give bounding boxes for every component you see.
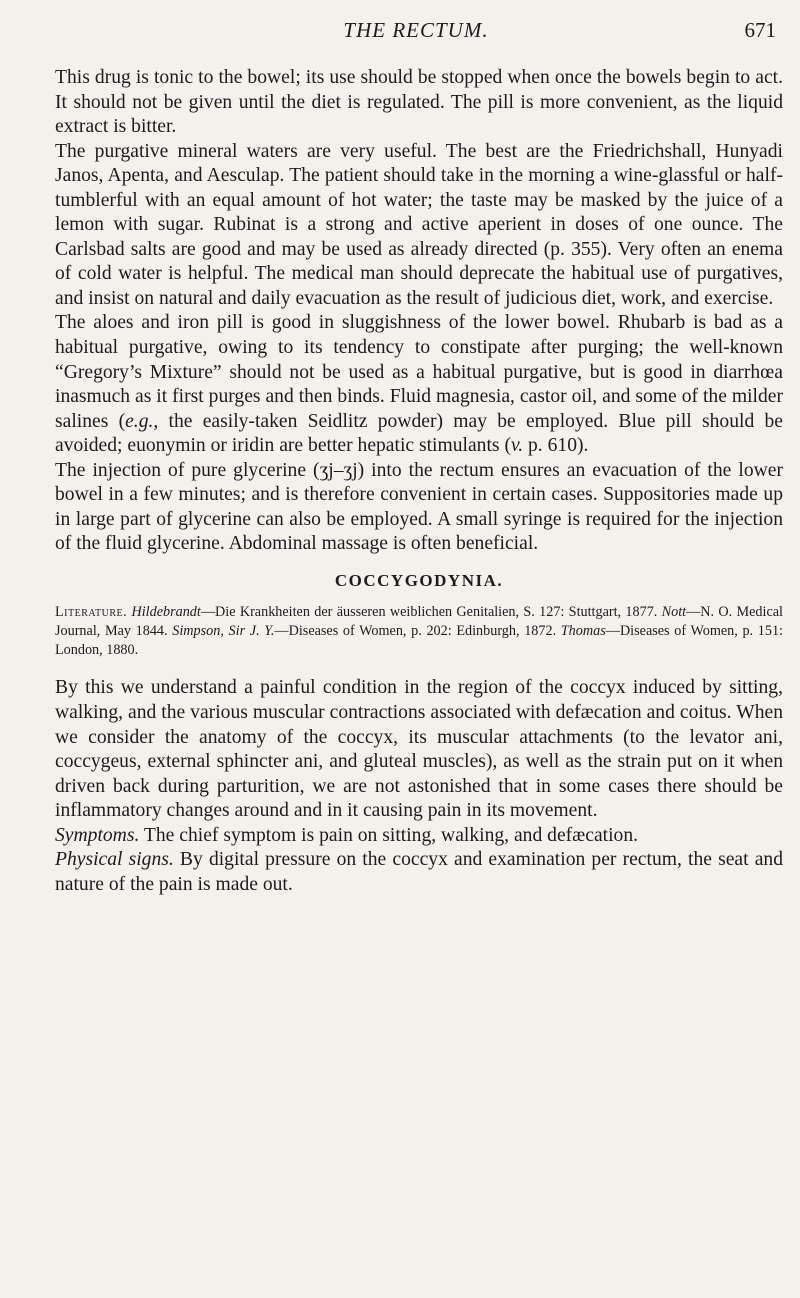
running-head bbox=[56, 14, 776, 48]
section-heading: COCCYGODYNIA. bbox=[334, 570, 504, 590]
author-nott: Nott bbox=[661, 604, 687, 621]
running-title: THE RECTUM. bbox=[343, 18, 489, 42]
symptoms-text: The chief symptom is pain on sitting, walking, and defæcation. bbox=[139, 824, 639, 846]
literature-label: Literature. bbox=[55, 604, 128, 621]
page-number: 671 bbox=[744, 18, 776, 42]
italic-vide: v. bbox=[510, 435, 524, 457]
author-hildebrandt: Hildebrandt bbox=[131, 604, 201, 621]
reference-text: —Die Krankheiten der äusseren weiblichen Genitalien, S. 127: Stuttgart, 1877. bbox=[200, 604, 662, 621]
paragraph-aloes-iron-pill bbox=[55, 311, 783, 458]
literature-references bbox=[55, 603, 783, 660]
text-run: p. 610). bbox=[523, 435, 589, 457]
paragraph-coccygodynia-intro: By this we understand a painful condition in the region of the coccyx induced by sitting, walking, and the various muscular contractions associated with defæcation and coitus. When we consider the anatomy of the coccyx, its muscular attachments (to the levator ani, coccygeus, external sphincter ani, and gluteal muscles), as well as the strain put on it when driven back during parturition, we are not astonished that in some cases there should be inflammatory changes around and in it causing pain in its movement. bbox=[55, 677, 783, 822]
symptoms-label: Symptoms. bbox=[55, 824, 140, 846]
author-thomas: Thomas bbox=[560, 623, 606, 640]
reference-text: —Diseases of Women, p. 151: London, 1880. bbox=[55, 623, 783, 659]
reference-text: —Diseases of Women, p. 202: Edinburgh, 1872. bbox=[274, 623, 561, 640]
author-simpson: Simpson, Sir J. Y. bbox=[172, 623, 275, 640]
reference-text: —N. O. Medical Journal, May 1844. bbox=[55, 604, 784, 640]
physical-signs-text: By digital pressure on the coccyx and examination per rectum, the seat and nature of the pain is made out. bbox=[55, 849, 783, 895]
text-run: , the easily-taken Seidlitz powder) may be employed. Blue pill should be avoided; euonymin or iridin are better hepatic stimulants ( bbox=[55, 410, 783, 457]
paragraph-tonic-drug: This drug is tonic to the bowel; its use should be stopped when once the bowels begin to act. It should not be given until the diet is regulated. The pill is more convenient, as the liquid extract is bitter. bbox=[55, 67, 783, 138]
paragraph-symptoms bbox=[55, 824, 783, 849]
paragraph-physical-signs bbox=[55, 848, 783, 897]
body-text bbox=[55, 66, 783, 897]
paragraph-mineral-waters: The purgative mineral waters are very useful. The best are the Friedrichshall, Hunyadi Janos, Apenta, and Aesculap. The patient should take in the morning a wine-glassful or half-tumblerful with an equal amount of hot water; the taste may be masked by the juice of a lemon with sugar. Rubinat is a strong and active aperient in doses of one ounce. The Carlsbad salts are good and may be used as already directed (p. 355). Very often an enema of cold water is helpful. The medical man should deprecate the habitual use of purgatives, and insist on natural and daily evacuation as the result of judicious diet, work, and exercise. bbox=[55, 140, 783, 309]
text-run: The aloes and iron pill is good in sluggishness of the lower bowel. Rhubarb is bad as a habitual purgative, owing to its tendency to constipate after purging; the well-known “Gregory’s Mixture” should not be used as a habitual purgative, but is good in diarrhœa inasmuch as it first purges and then binds. Fluid magnesia, castor oil, and some of the milder salines ( bbox=[55, 312, 783, 432]
paragraph-glycerine: The injection of pure glycerine (ʒj–ʒj) into the rectum ensures an evacuation of the lower bowel in a few minutes; and is therefore convenient in certain cases. Suppositories made up in large part of glycerine can also be employed. A small syringe is required for the injection of the fluid glycerine. Abdominal massage is often beneficial. bbox=[55, 459, 783, 555]
physical-signs-label: Physical signs. bbox=[55, 849, 174, 871]
italic-eg: e.g. bbox=[125, 410, 154, 432]
